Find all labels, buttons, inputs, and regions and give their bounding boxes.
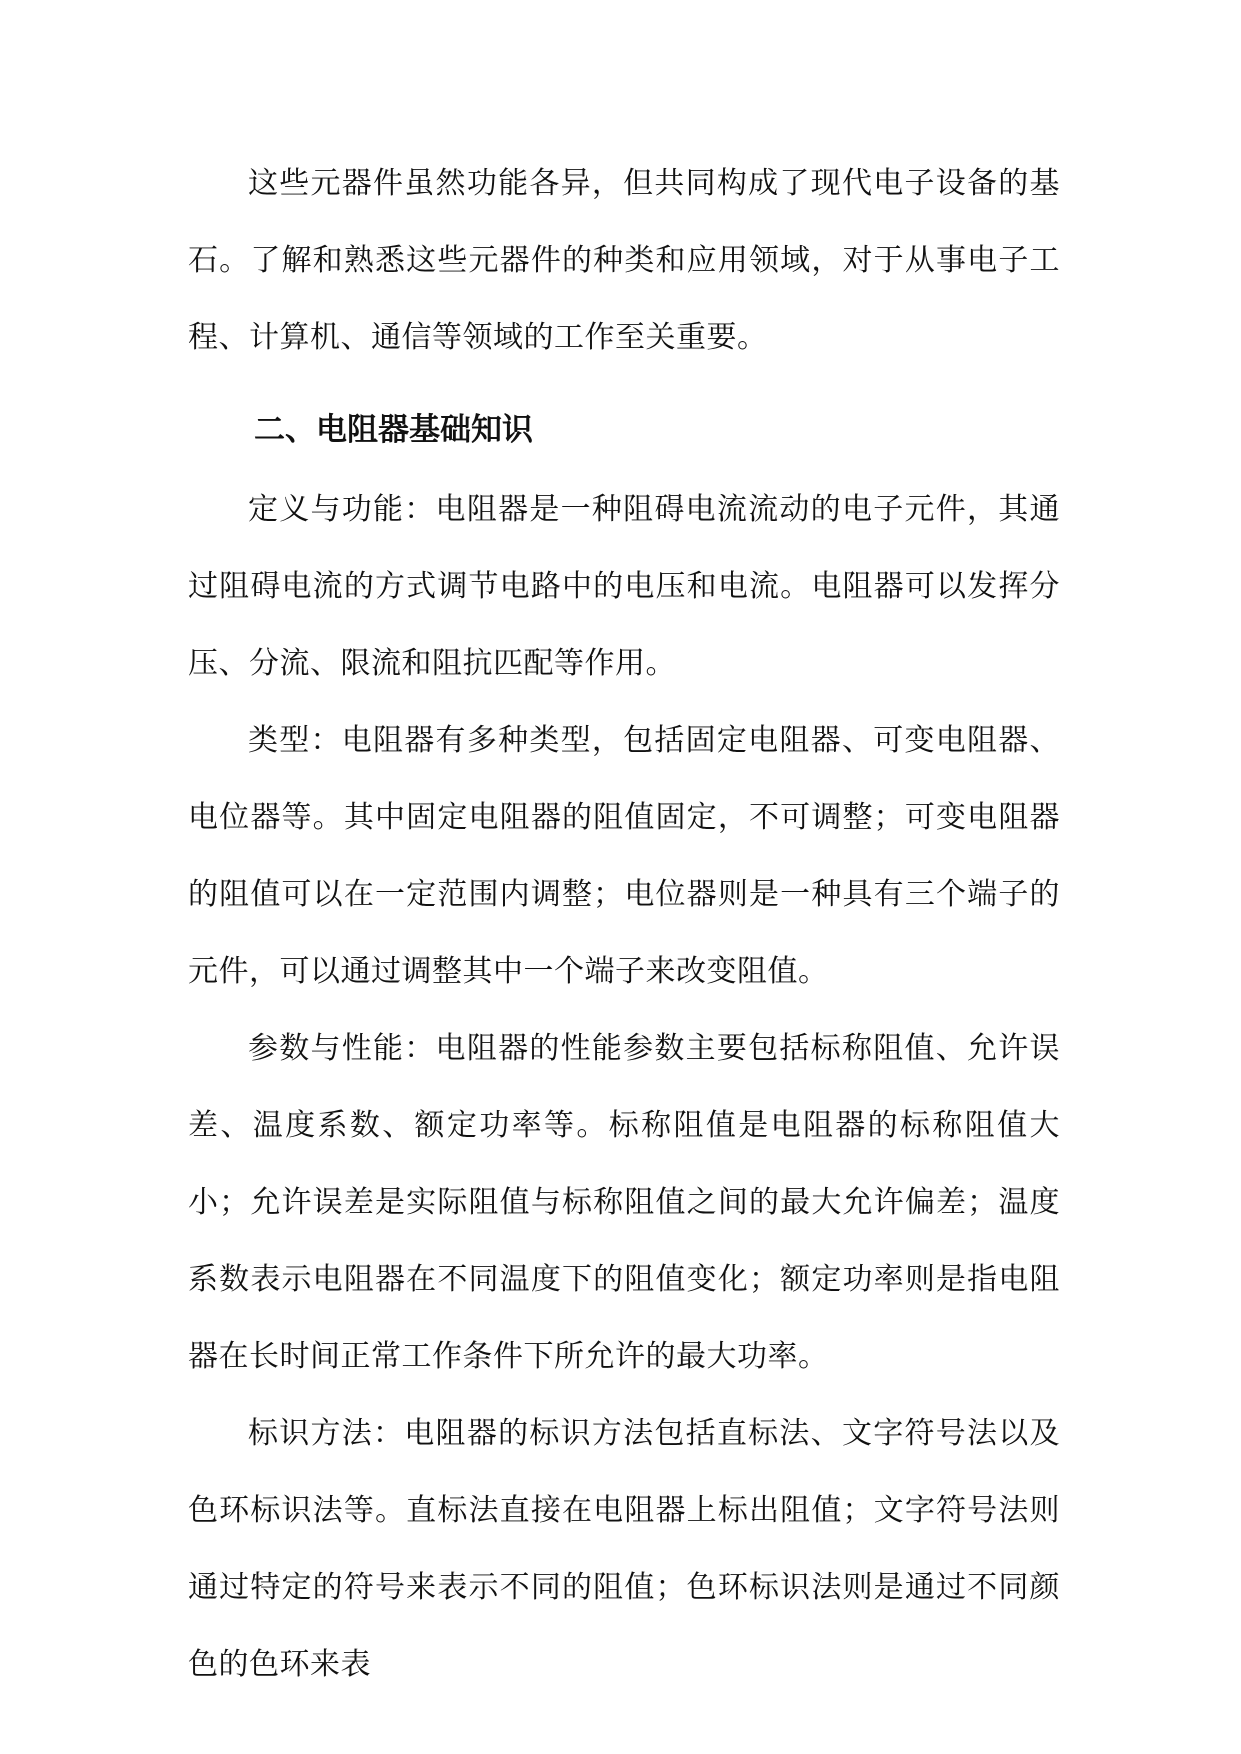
paragraph-parameters: 参数与性能：电阻器的性能参数主要包括标称阻值、允许误差、温度系数、额定功率等。标称阻值是电阻器的标称阻值大小；允许误差是实际阻值与标称阻值之间的最大允许偏差；温度系数表示电阻器在不同温度下的阻值变化；额定功率则是指电阻器在长时间正常工作条件下所允许的最大功率。 [188, 1031, 1060, 1374]
paragraph-intro: 这些元器件虽然功能各异，但共同构成了现代电子设备的基石。了解和熟悉这些元器件的种类和应用领域，对于从事电子工程、计算机、通信等领域的工作至关重要。 [188, 166, 1060, 355]
section-heading: 二、电阻器基础知识 [254, 412, 533, 448]
paragraph-types: 类型：电阻器有多种类型，包括固定电阻器、可变电阻器、电位器等。其中固定电阻器的阻值固定，不可调整；可变电阻器的阻值可以在一定范围内调整；电位器则是一种具有三个端子的元件，可以通过调整其中一个端子来改变阻值。 [188, 723, 1060, 989]
paragraph-marking: 标识方法：电阻器的标识方法包括直标法、文字符号法以及色环标识法等。直标法直接在电阻器上标出阻值；文字符号法则通过特定的符号来表示不同的阻值；色环标识法则是通过不同颜色的色环来表 [188, 1416, 1060, 1682]
document-body [188, 145, 1060, 1703]
paragraph-definition: 定义与功能：电阻器是一种阻碍电流流动的电子元件，其通过阻碍电流的方式调节电路中的电压和电流。电阻器可以发挥分压、分流、限流和阻抗匹配等作用。 [188, 492, 1060, 681]
